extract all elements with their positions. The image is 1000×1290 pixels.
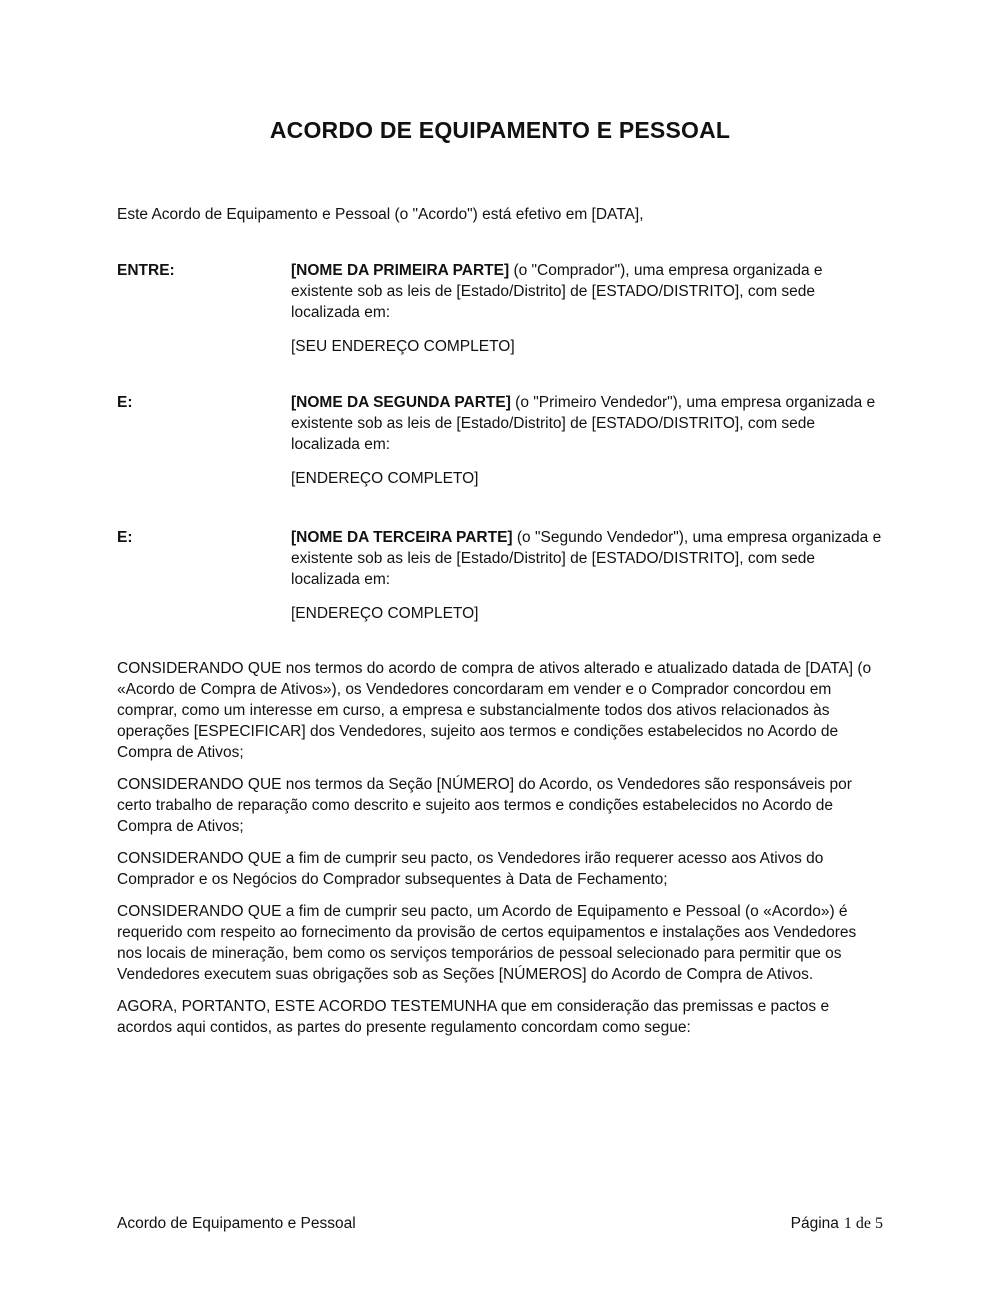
party-address-placeholder: [ENDEREÇO COMPLETO] bbox=[291, 605, 479, 622]
party-row bbox=[117, 392, 883, 455]
party-name-placeholder: [NOME DA SEGUNDA PARTE] bbox=[291, 394, 511, 411]
party-address-placeholder: [ENDEREÇO COMPLETO] bbox=[291, 470, 479, 487]
party-name-placeholder: [NOME DA PRIMEIRA PARTE] bbox=[291, 262, 510, 279]
party-address-placeholder: [SEU ENDEREÇO COMPLETO] bbox=[291, 338, 515, 355]
party-description bbox=[291, 392, 883, 455]
party-label: ENTRE: bbox=[117, 262, 175, 279]
recital-paragraph-3: CONSIDERANDO QUE a fim de cumprir seu pacto, os Vendedores irão requerer acesso aos Ativos do Comprador e os Negócios do Comprador subsequentes à Data de Fechamento; bbox=[117, 850, 824, 888]
party-block-first-seller bbox=[117, 392, 883, 489]
page-footer bbox=[117, 1213, 883, 1234]
party-description-text: (o "Comprador"), uma empresa organizada e existente sob as leis de [Estado/Distrito] de [ESTADO/DISTRITO], com sede localizada em: bbox=[291, 262, 823, 321]
party-name-placeholder: [NOME DA TERCEIRA PARTE] bbox=[291, 529, 513, 546]
party-label: E: bbox=[117, 529, 133, 546]
party-description-text: (o "Segundo Vendedor"), uma empresa organizada e existente sob as leis de [Estado/Distrito] de [ESTADO/DISTRITO], com sede localizada em: bbox=[291, 529, 882, 588]
party-description bbox=[291, 527, 883, 590]
operative-clause-paragraph: AGORA, PORTANTO, ESTE ACORDO TESTEMUNHA que em consideração das premissas e pactos e acordos aqui contidos, as partes do presente regulamento concordam como segue: bbox=[117, 998, 830, 1036]
party-block-second-seller bbox=[117, 527, 883, 624]
party-block-buyer bbox=[117, 260, 883, 357]
party-row bbox=[117, 260, 883, 323]
footer-document-name: Acordo de Equipamento e Pessoal bbox=[117, 1215, 356, 1232]
party-label: E: bbox=[117, 394, 133, 411]
recital-paragraph-4: CONSIDERANDO QUE a fim de cumprir seu pacto, um Acordo de Equipamento e Pessoal (o «Acordo») é requerido com respeito ao fornecimento da provisão de certos equipamentos e instalações aos Vendedores nos locais de mineração, bem como os serviços temporários de pessoal selecionado para permitir que os Vendedores executem suas obrigações sob as Seções [NÚMEROS] do Acordo de Compra de Ativos. bbox=[117, 903, 857, 983]
intro-paragraph: Este Acordo de Equipamento e Pessoal (o "Acordo") está efetivo em [DATA], bbox=[117, 206, 644, 223]
footer-page-indicator bbox=[791, 1213, 883, 1234]
document-title: ACORDO DE EQUIPAMENTO E PESSOAL bbox=[269, 117, 731, 143]
footer-page-label: Página bbox=[790, 1215, 839, 1232]
recital-paragraph-1: CONSIDERANDO QUE nos termos do acordo de compra de ativos alterado e atualizado datada de [DATA] (o «Acordo de Compra de Ativos»), os Vendedores concordaram em vender e o Comprador concordou em comprar, como um interesse em curso, a empresa e substancialmente todos dos ativos relacionados às operações [ESPECIFICAR] dos Vendedores, sujeito aos termos e condições estabelecidos no Acordo de Compra de Ativos; bbox=[117, 660, 872, 761]
party-description bbox=[291, 260, 883, 323]
party-description-text: (o "Primeiro Vendedor"), uma empresa organizada e existente sob as leis de [Estado/Distrito] de [ESTADO/DISTRITO], com sede localizada em: bbox=[291, 394, 876, 453]
recital-paragraph-2: CONSIDERANDO QUE nos termos da Seção [NÚMERO] do Acordo, os Vendedores são responsáveis por certo trabalho de reparação como descrito e sujeito aos termos e condições estabelecidos no Acordo de Compra de Ativos; bbox=[117, 776, 852, 835]
footer-page-number: 1 de 5 bbox=[843, 1215, 883, 1232]
party-row bbox=[117, 527, 883, 590]
